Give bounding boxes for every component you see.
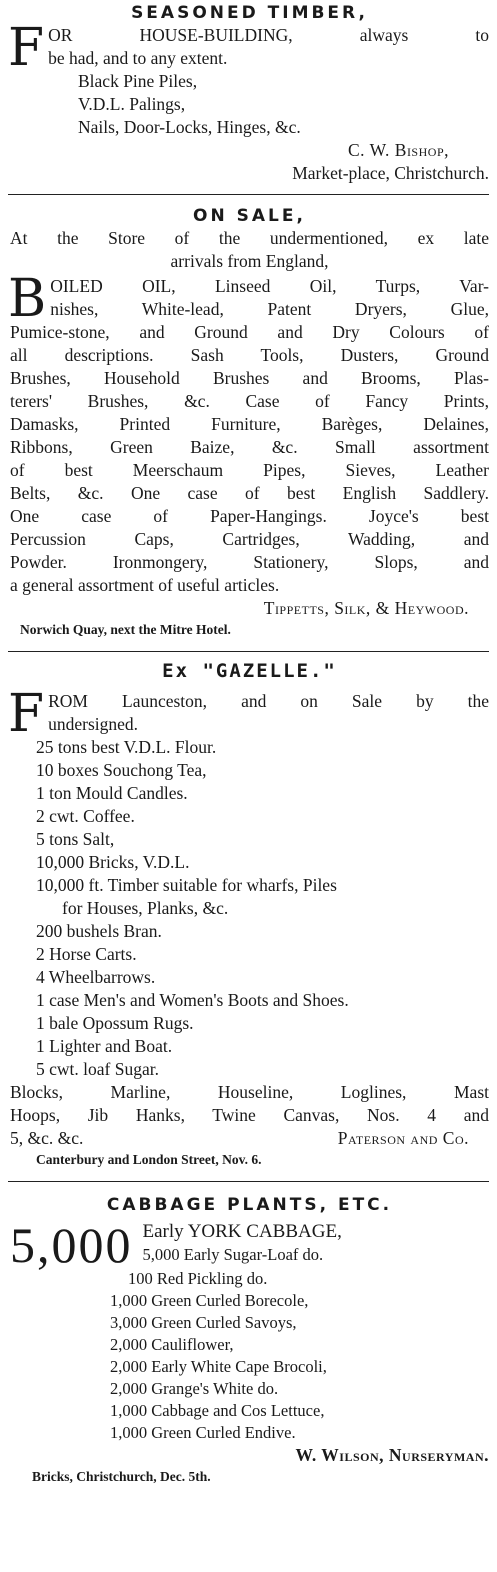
list-item: 1 bale Opossum Rugs.: [36, 1013, 194, 1033]
advertiser-name: Tippetts, Silk, & Heywood.: [263, 598, 469, 618]
ad-heading: ON SALE,: [193, 206, 306, 226]
ad-body: [10, 1217, 489, 1486]
ad-text-line: Damasks, Printed Furniture, Barèges, Delaines,: [10, 414, 489, 434]
ad-text-line: all descriptions. Sash Tools, Dusters, Ground: [10, 345, 489, 365]
ad-text-line: Pumice-stone, and Ground and Dry Colours of: [10, 322, 489, 342]
ad-text-line: Hoops, Jib Hanks, Twine Canvas, Nos. 4 and: [10, 1105, 489, 1125]
list-item: 1 ton Mould Candles.: [36, 783, 188, 803]
ad-text-line: be had, and to any extent.: [48, 48, 228, 68]
ad-text-line: terers' Brushes, &c. Case of Fancy Prints,: [10, 391, 489, 411]
ad-body: [8, 684, 489, 1169]
list-item: 2,000 Grange's White do.: [110, 1379, 279, 1398]
advertiser-address: Market-place, Christchurch.: [292, 163, 489, 183]
advertiser-address: Bricks, Christchurch, Dec. 5th.: [32, 1469, 211, 1484]
advertiser-name: W. Wilson, Nurseryman.: [295, 1445, 489, 1465]
list-item: V.D.L. Palings,: [78, 94, 186, 114]
list-item: 1,000 Green Curled Endive.: [110, 1423, 296, 1442]
ad-heading: Ex "GAZELLE.": [162, 660, 337, 682]
list-item: 1 case Men's and Women's Boots and Shoes.: [36, 990, 349, 1010]
ad-seasoned-timber: [0, 0, 497, 185]
list-item: 4 Wheelbarrows.: [36, 967, 156, 987]
list-item: 5 tons Salt,: [36, 829, 115, 849]
ad-text-line: nishes, White-lead, Patent Dryers, Glue,: [50, 299, 489, 319]
list-item: for Houses, Planks, &c.: [62, 898, 229, 918]
ad-text-line: Powder. Ironmongery, Stationery, Slops, and: [10, 552, 489, 572]
ad-text-line: Belts, &c. One case of best English Saddlery.: [10, 483, 489, 503]
ad-heading: SEASONED TIMBER,: [131, 3, 368, 23]
list-item: 100 Red Pickling do.: [128, 1269, 268, 1288]
ad-text-line: Ribbons, Green Baize, &c. Small assortment: [10, 437, 489, 457]
advertiser-address: Canterbury and London Street, Nov. 6.: [36, 1152, 262, 1167]
list-item: 10 boxes Souchong Tea,: [36, 760, 207, 780]
list-item: 2,000 Early White Cape Brocoli,: [110, 1357, 327, 1376]
ad-ex-gazelle: [0, 660, 497, 1169]
list-item: 5 cwt. loaf Sugar.: [36, 1059, 159, 1079]
ad-text: 5, &c. &c.: [10, 1128, 84, 1148]
list-item: 10,000 Bricks, V.D.L.: [36, 852, 190, 872]
ad-text-line: 5,000 Early Sugar-Loaf do.: [142, 1245, 324, 1264]
ad-text-line: a general assortment of useful articles.: [10, 575, 280, 595]
list-item: 2 cwt. Coffee.: [36, 806, 135, 826]
list-item: Nails, Door-Locks, Hinges, &c.: [78, 117, 301, 137]
ad-text-line: Blocks, Marline, Houseline, Loglines, Mast: [10, 1082, 489, 1102]
list-item: 2 Horse Carts.: [36, 944, 137, 964]
ad-text-line: At the Store of the undermentioned, ex late: [10, 228, 489, 248]
list-item: 3,000 Green Curled Savoys,: [110, 1313, 297, 1332]
drop-cap: F: [8, 18, 45, 78]
list-item: 25 tons best V.D.L. Flour.: [36, 737, 217, 757]
ad-body: [8, 269, 489, 639]
list-item: 1,000 Green Curled Borecole,: [110, 1291, 309, 1310]
ad-cabbage-plants: [0, 1194, 497, 1486]
ad-text-line: ROM Launceston, and on Sale by the: [48, 691, 489, 711]
advertiser-name: C. W. Bishop,: [348, 140, 449, 160]
list-item: 200 bushels Bran.: [36, 921, 162, 941]
advertiser-name: Paterson and Co.: [337, 1128, 469, 1148]
drop-cap: B: [8, 269, 47, 329]
ad-on-sale: [0, 205, 497, 639]
ad-text-line: of best Meerschaum Pipes, Sieves, Leather: [10, 460, 489, 480]
ad-text-line: [10, 1127, 489, 1150]
ad-text-line: arrivals from England,: [170, 251, 329, 271]
list-item: 10,000 ft. Timber suitable for wharfs, Piles: [36, 875, 337, 895]
list-item: 1,000 Cabbage and Cos Lettuce,: [110, 1401, 325, 1420]
large-quantity: 5,000: [10, 1217, 133, 1273]
ad-text-line: Early YORK CABBAGE,: [142, 1221, 342, 1242]
drop-cap: F: [8, 684, 45, 744]
ad-text-line: undersigned.: [48, 714, 139, 734]
ad-text-line: One case of Paper-Hangings. Joyce's best: [10, 506, 489, 526]
ad-text-line: Brushes, Household Brushes and Brooms, Plas-: [10, 368, 489, 388]
list-item: 1 Lighter and Boat.: [36, 1036, 173, 1056]
list-item: 2,000 Cauliflower,: [110, 1335, 234, 1354]
ad-heading: CABBAGE PLANTS, ETC.: [106, 1195, 393, 1215]
advertiser-address: Norwich Quay, next the Mitre Hotel.: [20, 622, 231, 637]
ad-text-line: OR HOUSE-BUILDING, always to: [48, 25, 489, 45]
ad-text-line: OILED OIL, Linseed Oil, Turps, Var-: [50, 276, 489, 296]
ad-text-line: Percussion Caps, Cartridges, Wadding, and: [10, 529, 489, 549]
list-item: Black Pine Piles,: [78, 71, 198, 91]
ad-body: [8, 18, 489, 185]
